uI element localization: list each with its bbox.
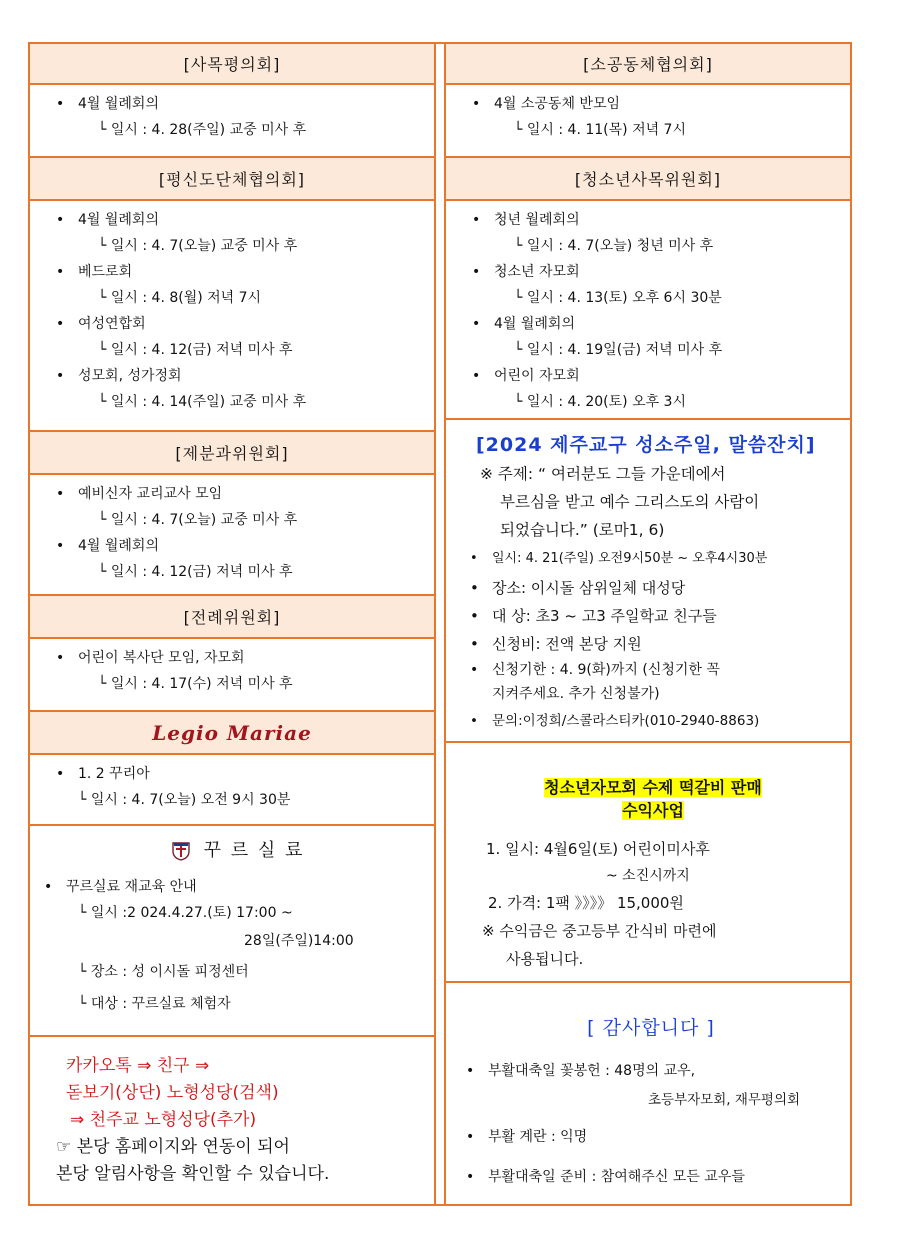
cursillo-title: 꾸 르 실 료	[203, 840, 305, 861]
list-item: • 청소년 자모회	[468, 259, 840, 285]
thanks-body	[446, 983, 850, 1195]
kakao-line-4: ☞ 본당 홈페이지와 연동이 되어	[56, 1137, 290, 1157]
list-item: • 성모회, 성가정회	[52, 363, 424, 389]
sale-line-3: 2. 가격: 1팩 》》》》 15,000원	[488, 894, 684, 912]
jebungwa-header	[30, 432, 434, 475]
sale-title	[466, 777, 840, 823]
sale-title-2: 수익사업	[622, 801, 684, 820]
jeollye-title: [전례위원회]	[183, 608, 281, 627]
item-detail: └ 일시 : 4. 7(오늘) 오전 9시 30분	[78, 792, 291, 808]
left-column	[30, 44, 436, 1204]
list-item: • 1. 2 꾸리아	[52, 761, 424, 787]
kakao-line-3: ⇒ 천주교 노형성당(추가)	[70, 1110, 257, 1130]
festival-date: • 일시: 4. 21(주일) 오전9시50분 ~ 오후4시30분	[466, 544, 840, 574]
festival-theme-2: 부르심을 받고 예수 그리스도의 사람이	[500, 493, 760, 511]
jeollye-body	[30, 639, 434, 712]
list-item: • 꾸르실료 재교육 안내	[40, 874, 424, 900]
jebungwa-title: [제분과위원회]	[175, 444, 289, 463]
item-detail: └ 일시 : 4. 19일(금) 저녁 미사 후	[514, 342, 723, 358]
pyeongsin-body	[30, 201, 434, 432]
festival-theme-1: ※ 주제: “ 여러분도 그들 가운데에서	[480, 465, 726, 483]
cursillo-target: └ 대상 : 꾸르실료 체험자	[78, 996, 231, 1012]
item-detail: └ 일시 : 4. 11(목) 저녁 7시	[514, 122, 686, 138]
youth-body	[446, 201, 850, 420]
thanks-item: • 부활 계란 : 익명	[462, 1119, 840, 1155]
right-column	[444, 44, 850, 1204]
festival-target: • 대 상: 초3 ~ 고3 주일학교 친구들	[466, 602, 840, 630]
sale-line-4: ※ 수익금은 중고등부 간식비 마련에	[482, 922, 717, 940]
festival-place: • 장소: 이시돌 삼위일체 대성당	[466, 574, 840, 602]
item-detail: └ 일시 : 4. 12(금) 저녁 미사 후	[98, 564, 293, 580]
list-item: • 4월 월례회의	[52, 91, 424, 117]
cursillo-date: └ 일시 :2 024.4.27.(토) 17:00 ~	[78, 905, 293, 921]
sogongdong-body	[446, 85, 850, 158]
item-detail: └ 일시 : 4. 13(토) 오후 6시 30분	[514, 290, 722, 306]
list-item: • 여성연합회	[52, 311, 424, 337]
cursillo-emblem-icon	[172, 841, 190, 861]
list-item: • 4월 월례회의	[52, 207, 424, 233]
pyeongsin-title: [평신도단체협의회]	[158, 170, 306, 189]
list-item: • 어린이 자모회	[468, 363, 840, 389]
thanks-item-cont: 초등부자모회, 재무평의회	[648, 1092, 801, 1108]
list-item: • 4월 월례회의	[52, 533, 424, 559]
sogongdong-header	[446, 44, 850, 85]
item-detail: └ 일시 : 4. 28(주일) 교중 미사 후	[98, 122, 307, 138]
festival-deadline: • 신청기한 : 4. 9(화)까지 (신청기한 꼭	[466, 658, 840, 682]
festival-body	[446, 420, 850, 743]
jeollye-header	[30, 596, 434, 639]
sale-line-5: 사용됩니다.	[506, 950, 584, 968]
item-detail: └ 일시 : 4. 7(오늘) 교중 미사 후	[98, 238, 298, 254]
legio-title: Legio Mariae	[152, 720, 312, 745]
item-detail: └ 일시 : 4. 8(월) 저녁 7시	[98, 290, 262, 306]
cursillo-heading	[52, 836, 424, 866]
legio-header	[30, 712, 434, 755]
sale-line-2: ~ 소진시까지	[606, 868, 690, 884]
youth-title: [청소년사목위원회]	[574, 170, 722, 189]
pyeongsin-header	[30, 158, 434, 201]
item-detail: └ 일시 : 4. 7(오늘) 교중 미사 후	[98, 512, 298, 528]
kakao-line-2: 돋보기(상단) 노형성당(검색)	[66, 1083, 279, 1103]
cursillo-body	[30, 826, 434, 1037]
thanks-item: • 부활대축일 준비 : 참여해주신 모든 교우들	[462, 1159, 840, 1195]
list-item: • 청년 월례회의	[468, 207, 840, 233]
list-item: • 어린이 복사단 모임, 자모회	[52, 645, 424, 671]
kakao-line-1: 카카오톡 ⇒ 친구 ⇒	[66, 1056, 210, 1076]
kakao-notice	[30, 1037, 434, 1188]
cursillo-place: └ 장소 : 성 이시돌 피정센터	[78, 964, 249, 980]
festival-deadline-note: 지켜주세요. 추가 신청불가)	[492, 686, 660, 702]
kakao-line-5: 본당 알림사항을 확인할 수 있습니다.	[56, 1164, 330, 1184]
jebungwa-body	[30, 475, 434, 596]
item-detail: └ 일시 : 4. 14(주일) 교중 미사 후	[98, 394, 307, 410]
sogongdong-title: [소공동체협의회]	[583, 55, 713, 74]
list-item: • 베드로회	[52, 259, 424, 285]
list-item: • 4월 소공동체 반모임	[468, 91, 840, 117]
samok-body	[30, 85, 434, 158]
item-detail: └ 일시 : 4. 12(금) 저녁 미사 후	[98, 342, 293, 358]
youth-header	[446, 158, 850, 201]
thanks-item: • 부활대축일 꽃봉헌 : 48명의 교우,	[462, 1057, 840, 1085]
bulletin-frame	[28, 42, 852, 1206]
item-detail: └ 일시 : 4. 20(토) 오후 3시	[514, 394, 686, 410]
sale-title-1: 청소년자모회 수제 떡갈비 판매	[544, 778, 762, 797]
festival-contact: • 문의:이정희/스콜라스티카(010-2940-8863)	[466, 706, 840, 736]
legio-body	[30, 755, 434, 826]
list-item: • 예비신자 교리교사 모임	[52, 481, 424, 507]
cursillo-date-end: 28일(주일)14:00	[244, 933, 354, 949]
list-item: • 4월 월례회의	[468, 311, 840, 337]
festival-title: [2024 제주교구 성소주일, 말씀잔치]	[476, 434, 816, 456]
sale-line-1: 1. 일시: 4월6일(토) 어린이미사후	[486, 840, 710, 858]
thanks-title: [ 감사합니다 ]	[587, 1017, 715, 1039]
sale-body	[446, 743, 850, 983]
samok-header	[30, 44, 434, 85]
samok-title: [사목평의회]	[183, 55, 281, 74]
item-detail: └ 일시 : 4. 7(오늘) 청년 미사 후	[514, 238, 714, 254]
festival-fee: • 신청비: 전액 본당 지원	[466, 630, 840, 658]
item-detail: └ 일시 : 4. 17(수) 저녁 미사 후	[98, 676, 293, 692]
festival-theme-3: 되었습니다.” (로마1, 6)	[500, 521, 665, 539]
